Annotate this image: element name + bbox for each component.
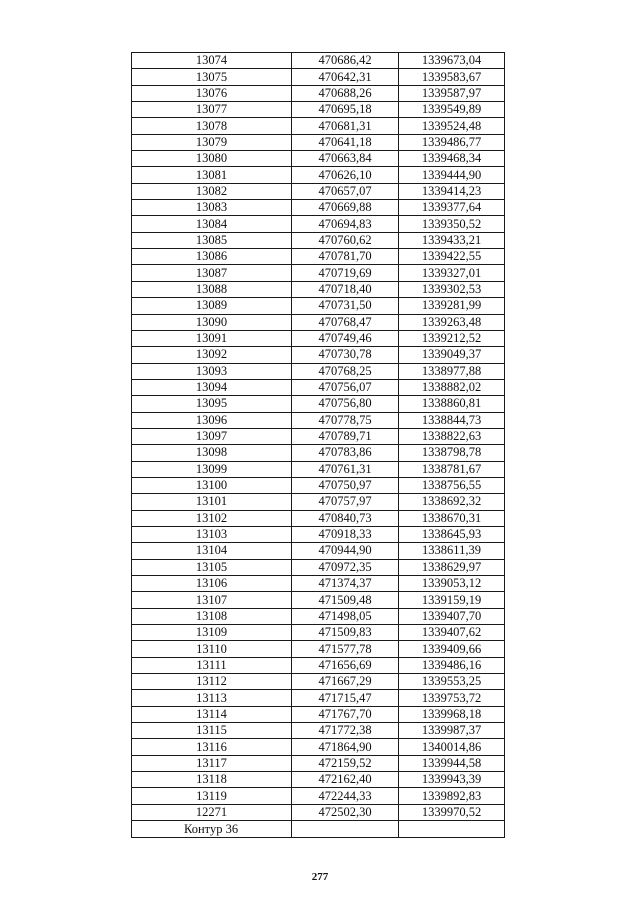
table-row: [132, 641, 505, 657]
point-number-cell: 13110: [132, 641, 292, 657]
table-row: [132, 412, 505, 428]
table-row: [132, 200, 505, 216]
table-row: [132, 739, 505, 755]
table-row: [132, 494, 505, 510]
x-coordinate-cell: 472159,52: [292, 755, 399, 771]
contour-header-row: [132, 821, 505, 838]
x-coordinate-cell: 470641,18: [292, 134, 399, 150]
y-coordinate-cell: 1339422,55: [399, 249, 505, 265]
point-number-cell: 13103: [132, 526, 292, 542]
page-number: 277: [311, 871, 329, 883]
x-coordinate-cell: 470944,90: [292, 543, 399, 559]
y-coordinate-cell: 1339553,25: [399, 674, 505, 690]
x-coordinate-cell: 470757,97: [292, 494, 399, 510]
table-row: [132, 232, 505, 248]
point-number-cell: 13085: [132, 232, 292, 248]
table-row: [132, 674, 505, 690]
y-coordinate-cell: 1339263,48: [399, 314, 505, 330]
x-coordinate-cell: 470972,35: [292, 559, 399, 575]
table-row: [132, 53, 505, 69]
point-number-cell: 13107: [132, 592, 292, 608]
y-coordinate-cell: 1338611,39: [399, 543, 505, 559]
point-number-cell: 13089: [132, 298, 292, 314]
x-coordinate-cell: 470756,07: [292, 379, 399, 395]
point-number-cell: 13116: [132, 739, 292, 755]
table-row: [132, 510, 505, 526]
x-coordinate-cell: 470756,80: [292, 396, 399, 412]
y-coordinate-cell: 1338977,88: [399, 363, 505, 379]
x-coordinate-cell: 470642,31: [292, 69, 399, 85]
point-number-cell: 13079: [132, 134, 292, 150]
x-coordinate-cell: 470918,33: [292, 526, 399, 542]
y-coordinate-cell: 1338645,93: [399, 526, 505, 542]
table-row: [132, 69, 505, 85]
x-coordinate-cell: 471577,78: [292, 641, 399, 657]
contour-empty-cell-x: [292, 821, 399, 838]
y-coordinate-cell: 1339987,37: [399, 723, 505, 739]
x-coordinate-cell: 470681,31: [292, 118, 399, 134]
point-number-cell: 13100: [132, 477, 292, 493]
point-number-cell: 13082: [132, 183, 292, 199]
x-coordinate-cell: 471374,37: [292, 576, 399, 592]
y-coordinate-cell: 1340014,86: [399, 739, 505, 755]
table-row: [132, 477, 505, 493]
y-coordinate-cell: 1339350,52: [399, 216, 505, 232]
table-row: [132, 755, 505, 771]
point-number-cell: 13081: [132, 167, 292, 183]
y-coordinate-cell: 1339377,64: [399, 200, 505, 216]
table-row: [132, 592, 505, 608]
table-row: [132, 298, 505, 314]
table-row: [132, 576, 505, 592]
point-number-cell: 13104: [132, 543, 292, 559]
table-row: [132, 461, 505, 477]
y-coordinate-cell: 1338692,32: [399, 494, 505, 510]
x-coordinate-cell: 471656,69: [292, 657, 399, 673]
table-row: [132, 657, 505, 673]
point-number-cell: 13074: [132, 53, 292, 69]
y-coordinate-cell: 1339753,72: [399, 690, 505, 706]
x-coordinate-cell: 470749,46: [292, 330, 399, 346]
x-coordinate-cell: 470695,18: [292, 102, 399, 118]
x-coordinate-cell: 470778,75: [292, 412, 399, 428]
y-coordinate-cell: 1339414,23: [399, 183, 505, 199]
y-coordinate-cell: 1339409,66: [399, 641, 505, 657]
point-number-cell: 13092: [132, 347, 292, 363]
point-number-cell: 13097: [132, 428, 292, 444]
x-coordinate-cell: 470694,83: [292, 216, 399, 232]
x-coordinate-cell: 470760,62: [292, 232, 399, 248]
y-coordinate-cell: 1339583,67: [399, 69, 505, 85]
y-coordinate-cell: 1339212,52: [399, 330, 505, 346]
table-row: [132, 396, 505, 412]
x-coordinate-cell: 470840,73: [292, 510, 399, 526]
table-row: [132, 85, 505, 101]
y-coordinate-cell: 1339407,62: [399, 625, 505, 641]
x-coordinate-cell: 471498,05: [292, 608, 399, 624]
point-number-cell: 12271: [132, 804, 292, 820]
x-coordinate-cell: 471715,47: [292, 690, 399, 706]
y-coordinate-cell: 1339468,34: [399, 151, 505, 167]
y-coordinate-cell: 1338670,31: [399, 510, 505, 526]
point-number-cell: 13084: [132, 216, 292, 232]
y-coordinate-cell: 1339327,01: [399, 265, 505, 281]
point-number-cell: 13105: [132, 559, 292, 575]
y-coordinate-cell: 1339943,39: [399, 772, 505, 788]
x-coordinate-cell: 470781,70: [292, 249, 399, 265]
table-row: [132, 723, 505, 739]
table-row: [132, 102, 505, 118]
table-row: [132, 428, 505, 444]
y-coordinate-cell: 1339549,89: [399, 102, 505, 118]
point-number-cell: 13083: [132, 200, 292, 216]
table-row: [132, 151, 505, 167]
point-number-cell: 13088: [132, 281, 292, 297]
point-number-cell: 13077: [132, 102, 292, 118]
point-number-cell: 13113: [132, 690, 292, 706]
point-number-cell: 13099: [132, 461, 292, 477]
x-coordinate-cell: 470789,71: [292, 428, 399, 444]
x-coordinate-cell: 471864,90: [292, 739, 399, 755]
point-number-cell: 13078: [132, 118, 292, 134]
y-coordinate-cell: 1339049,37: [399, 347, 505, 363]
point-number-cell: 13108: [132, 608, 292, 624]
x-coordinate-cell: 472502,30: [292, 804, 399, 820]
point-number-cell: 13091: [132, 330, 292, 346]
table-row: [132, 216, 505, 232]
y-coordinate-cell: 1339944,58: [399, 755, 505, 771]
point-number-cell: 13101: [132, 494, 292, 510]
y-coordinate-cell: 1338798,78: [399, 445, 505, 461]
table-row: [132, 249, 505, 265]
y-coordinate-cell: 1339433,21: [399, 232, 505, 248]
y-coordinate-cell: 1338781,67: [399, 461, 505, 477]
y-coordinate-cell: 1338844,73: [399, 412, 505, 428]
table-row: [132, 265, 505, 281]
point-number-cell: 13075: [132, 69, 292, 85]
y-coordinate-cell: 1339970,52: [399, 804, 505, 820]
table-row: [132, 690, 505, 706]
x-coordinate-cell: 471509,83: [292, 625, 399, 641]
y-coordinate-cell: 1339302,53: [399, 281, 505, 297]
table-row: [132, 706, 505, 722]
y-coordinate-cell: 1338756,55: [399, 477, 505, 493]
y-coordinate-cell: 1339281,99: [399, 298, 505, 314]
x-coordinate-cell: 470783,86: [292, 445, 399, 461]
table-row: [132, 314, 505, 330]
y-coordinate-cell: 1339486,16: [399, 657, 505, 673]
y-coordinate-cell: 1339053,12: [399, 576, 505, 592]
x-coordinate-cell: 471667,29: [292, 674, 399, 690]
y-coordinate-cell: 1339968,18: [399, 706, 505, 722]
y-coordinate-cell: 1339486,77: [399, 134, 505, 150]
x-coordinate-cell: 470768,25: [292, 363, 399, 379]
y-coordinate-cell: 1338822,63: [399, 428, 505, 444]
x-coordinate-cell: 471772,38: [292, 723, 399, 739]
point-number-cell: 13086: [132, 249, 292, 265]
x-coordinate-cell: 471509,48: [292, 592, 399, 608]
x-coordinate-cell: 472244,33: [292, 788, 399, 804]
point-number-cell: 13106: [132, 576, 292, 592]
x-coordinate-cell: 470750,97: [292, 477, 399, 493]
y-coordinate-cell: 1338629,97: [399, 559, 505, 575]
point-number-cell: 13117: [132, 755, 292, 771]
point-number-cell: 13114: [132, 706, 292, 722]
point-number-cell: 13080: [132, 151, 292, 167]
y-coordinate-cell: 1338860,81: [399, 396, 505, 412]
x-coordinate-cell: 470731,50: [292, 298, 399, 314]
x-coordinate-cell: 470688,26: [292, 85, 399, 101]
x-coordinate-cell: 470657,07: [292, 183, 399, 199]
point-number-cell: 13093: [132, 363, 292, 379]
table-row: [132, 788, 505, 804]
x-coordinate-cell: 472162,40: [292, 772, 399, 788]
x-coordinate-cell: 470768,47: [292, 314, 399, 330]
contour-label: Контур 36: [132, 821, 292, 838]
point-number-cell: 13118: [132, 772, 292, 788]
table-row: [132, 625, 505, 641]
y-coordinate-cell: 1339892,83: [399, 788, 505, 804]
x-coordinate-cell: 470663,84: [292, 151, 399, 167]
point-number-cell: 13119: [132, 788, 292, 804]
table-row: [132, 559, 505, 575]
table-row: [132, 445, 505, 461]
y-coordinate-cell: 1339524,48: [399, 118, 505, 134]
x-coordinate-cell: 471767,70: [292, 706, 399, 722]
point-number-cell: 13095: [132, 396, 292, 412]
table-row: [132, 543, 505, 559]
table-row: [132, 330, 505, 346]
table-row: [132, 134, 505, 150]
y-coordinate-cell: 1339444,90: [399, 167, 505, 183]
y-coordinate-cell: 1338882,02: [399, 379, 505, 395]
point-number-cell: 13094: [132, 379, 292, 395]
table-row: [132, 183, 505, 199]
table-row: [132, 379, 505, 395]
table-row: [132, 772, 505, 788]
table-row: [132, 526, 505, 542]
coordinates-table: [131, 52, 505, 838]
x-coordinate-cell: 470626,10: [292, 167, 399, 183]
x-coordinate-cell: 470718,40: [292, 281, 399, 297]
x-coordinate-cell: 470686,42: [292, 53, 399, 69]
point-number-cell: 13076: [132, 85, 292, 101]
y-coordinate-cell: 1339673,04: [399, 53, 505, 69]
point-number-cell: 13096: [132, 412, 292, 428]
point-number-cell: 13112: [132, 674, 292, 690]
point-number-cell: 13111: [132, 657, 292, 673]
y-coordinate-cell: 1339407,70: [399, 608, 505, 624]
x-coordinate-cell: 470669,88: [292, 200, 399, 216]
table-row: [132, 281, 505, 297]
y-coordinate-cell: 1339159,19: [399, 592, 505, 608]
point-number-cell: 13109: [132, 625, 292, 641]
table-row: [132, 804, 505, 820]
x-coordinate-cell: 470730,78: [292, 347, 399, 363]
table-row: [132, 347, 505, 363]
x-coordinate-cell: 470719,69: [292, 265, 399, 281]
table-row: [132, 363, 505, 379]
coordinates-table-body: [132, 53, 505, 838]
y-coordinate-cell: 1339587,97: [399, 85, 505, 101]
table-row: [132, 118, 505, 134]
point-number-cell: 13087: [132, 265, 292, 281]
point-number-cell: 13115: [132, 723, 292, 739]
point-number-cell: 13090: [132, 314, 292, 330]
table-row: [132, 608, 505, 624]
point-number-cell: 13102: [132, 510, 292, 526]
point-number-cell: 13098: [132, 445, 292, 461]
x-coordinate-cell: 470761,31: [292, 461, 399, 477]
table-row: [132, 167, 505, 183]
contour-empty-cell-y: [399, 821, 505, 838]
